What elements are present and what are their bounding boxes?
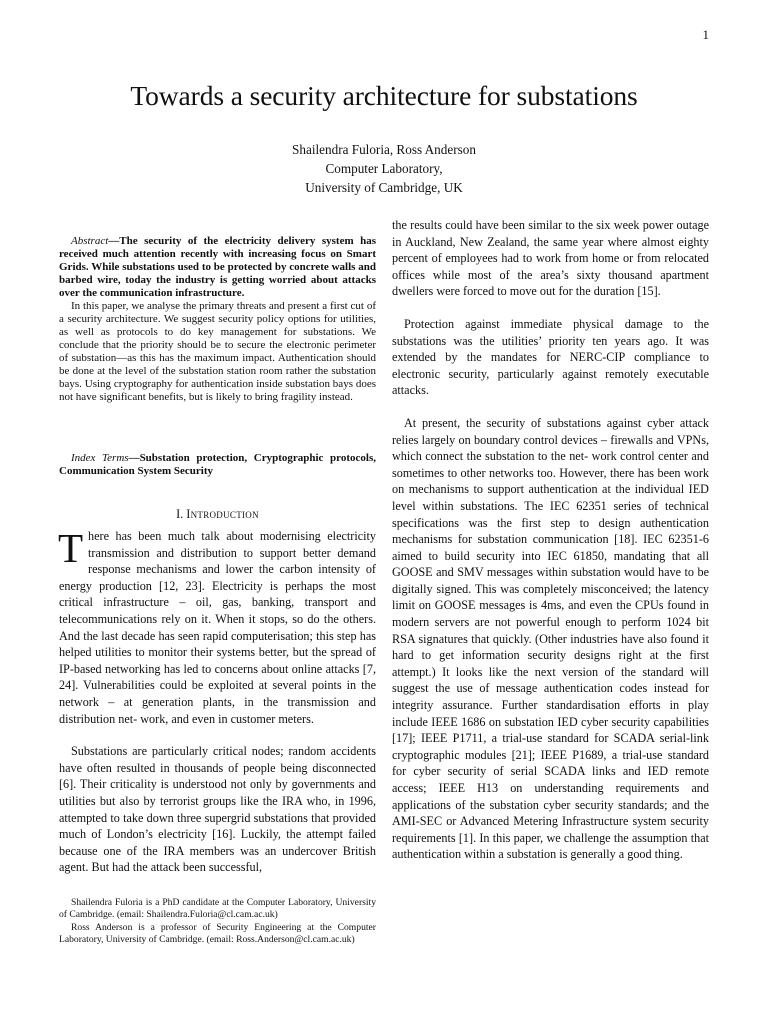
author-names: Shailendra Fuloria, Ross Anderson [292, 142, 476, 157]
author-department: Computer Laboratory, [325, 161, 443, 176]
footnote-1: Shailendra Fuloria is a PhD candidate at the Computer Laboratory, University of Cambridge. (email: Shailendra.Fuloria@cl.cam.ac.uk) [59, 897, 376, 921]
right-column-text [392, 217, 709, 863]
paper-title: Towards a security architecture for substations [130, 80, 638, 111]
right-paragraph-3: At present, the security of substations against cyber attack relies largely on boundary control devices – firewalls and VPNs, which connect the substation to the net- work control center and sometimes to other networks too. However, there has been work on mechanisms to support authentication at the individual IED level within substations. The IEC 62351 series of technical specifications was the first step to design authentication mechanisms for substation communication [18]. IEC 62351-6 aimed to build security into IEC 61850, mandating that all GOOSE and SMV messages within substation would have to be digitally signed. This was completely misconceived; the latency limit on GOOSE messages is 4ms, and even the CPUs found in modern servers are not powerful enough to perform 1024 bit RSA signatures that quickly. (Other industries have also found it hard to get information security designs right at the first attempt.) It looks like the next version of the standard will suggest the use of message authentication codes instead for integrity assurance. Further standardisation efforts in play include IEEE 1686 on substation IED cyber security capabilities [17]; IEEE P1711, a trial-use standard for SCADA serial-link cryptographic modules [21]; IEEE P1689, a trial-use standard for cyber security of serial SCADA links and IED remote access; IEEE H13 on understanding requirements and applications of the substation cyber security standards; and the AMI-SEC or Advanced Metering Infrastructure system security requirements [1]. In this paper, we challenge the assumption that authentication within a substation is generally a good thing. [392, 415, 709, 862]
author-institution: University of Cambridge, UK [305, 180, 463, 195]
page-number: 1 [702, 27, 709, 42]
intro-paragraph-2: Substations are particularly critical nodes; random accidents have often resulted in thousands of people being disconnected [6]. Their criticality is understood not only by governments and utilities but also by terrorist groups like the IRA who, in 1996, attempted to take down three supergrid substations that provided much of London’s electricity [16]. Luckily, the attempt failed because one of the IRA members was an undercover British agent. But had the attack been successful, [59, 744, 376, 875]
footnotes [59, 897, 376, 946]
intro-paragraph-1-text: here has been much talk about modernising electricity transmission and distribution to support better demand response mechanisms and lower the carbon intensity of energy production [12, 23]. Electricity is perhaps the most critical infrastructure – oil, gas, banking, transport and telecommunications rely on it. When it stops, so do the others. And the last decade has seen rapid computerisation; this step has helped utilities to monitor their systems better, but the spread of IP-based networking has led to concerns about online attacks [7, 24]. Vulnerabilities could be exploited at several points in the network – at generation plants, in the transmission and distribution net- work, and even in customer meters. [59, 529, 376, 726]
abstract-paragraph-1 [59, 235, 376, 300]
intro-paragraph-1 [58, 525, 376, 727]
index-terms [59, 452, 376, 478]
section-numeral: I. [176, 507, 184, 521]
abstract [59, 235, 376, 404]
introduction-text [58, 525, 376, 876]
abstract-lead: The security of the electricity delivery system has received much attention recently with increasing focus on Smart Grids. While substations used to be protected by concrete walls and barbed wire, today the industry is getting worried about attacks over the communication infrastructure. [59, 235, 376, 299]
footnote-2: Ross Anderson is a professor of Security Engineering at the Computer Laboratory, University of Cambridge. (email: Ross.Anderson@cl.cam.ac.uk) [59, 921, 376, 945]
index-terms-list: Substation protection, Cryptographic protocols, Communication System Security [59, 452, 376, 477]
index-terms-dash: — [128, 452, 140, 464]
right-paragraph-1: the results could have been similar to the six week power outage in Auckland, New Zealand, the same year where almost eighty percent of employees had to work from home or from relocated offices while most of the area’s sixty thousand apartment dwellers were forced to move out for the duration [15]. [392, 218, 709, 299]
abstract-dash: — [108, 235, 120, 247]
drop-cap: T [58, 525, 84, 571]
section-title: Introduction [186, 507, 259, 521]
abstract-label: Abstract [71, 235, 109, 247]
right-paragraph-2: Protection against immediate physical damage to the substations was the utilities’ priority ten years ago. It was extended by the mandates for NERC-CIP compliance to electronic security, particularly against remotely executable attacks. [392, 316, 709, 398]
index-terms-label: Index Terms [71, 452, 129, 464]
abstract-paragraph-2: In this paper, we analyse the primary threats and present a first cut of a security architecture. We suggest security policy options for utilities, as well as protocols to do key management for substations. We conclude that the priority should be to secure the electronic perimeter of substation—as this has the maximum impact. Authentication should be done at the level of the substation station room rather the substation bays. Using cryptography for authentication inside substation bays does not have significant benefits, but is likely to bring fragility instead. [59, 300, 376, 403]
author-block [0, 140, 768, 197]
section-heading-introduction [59, 507, 376, 522]
